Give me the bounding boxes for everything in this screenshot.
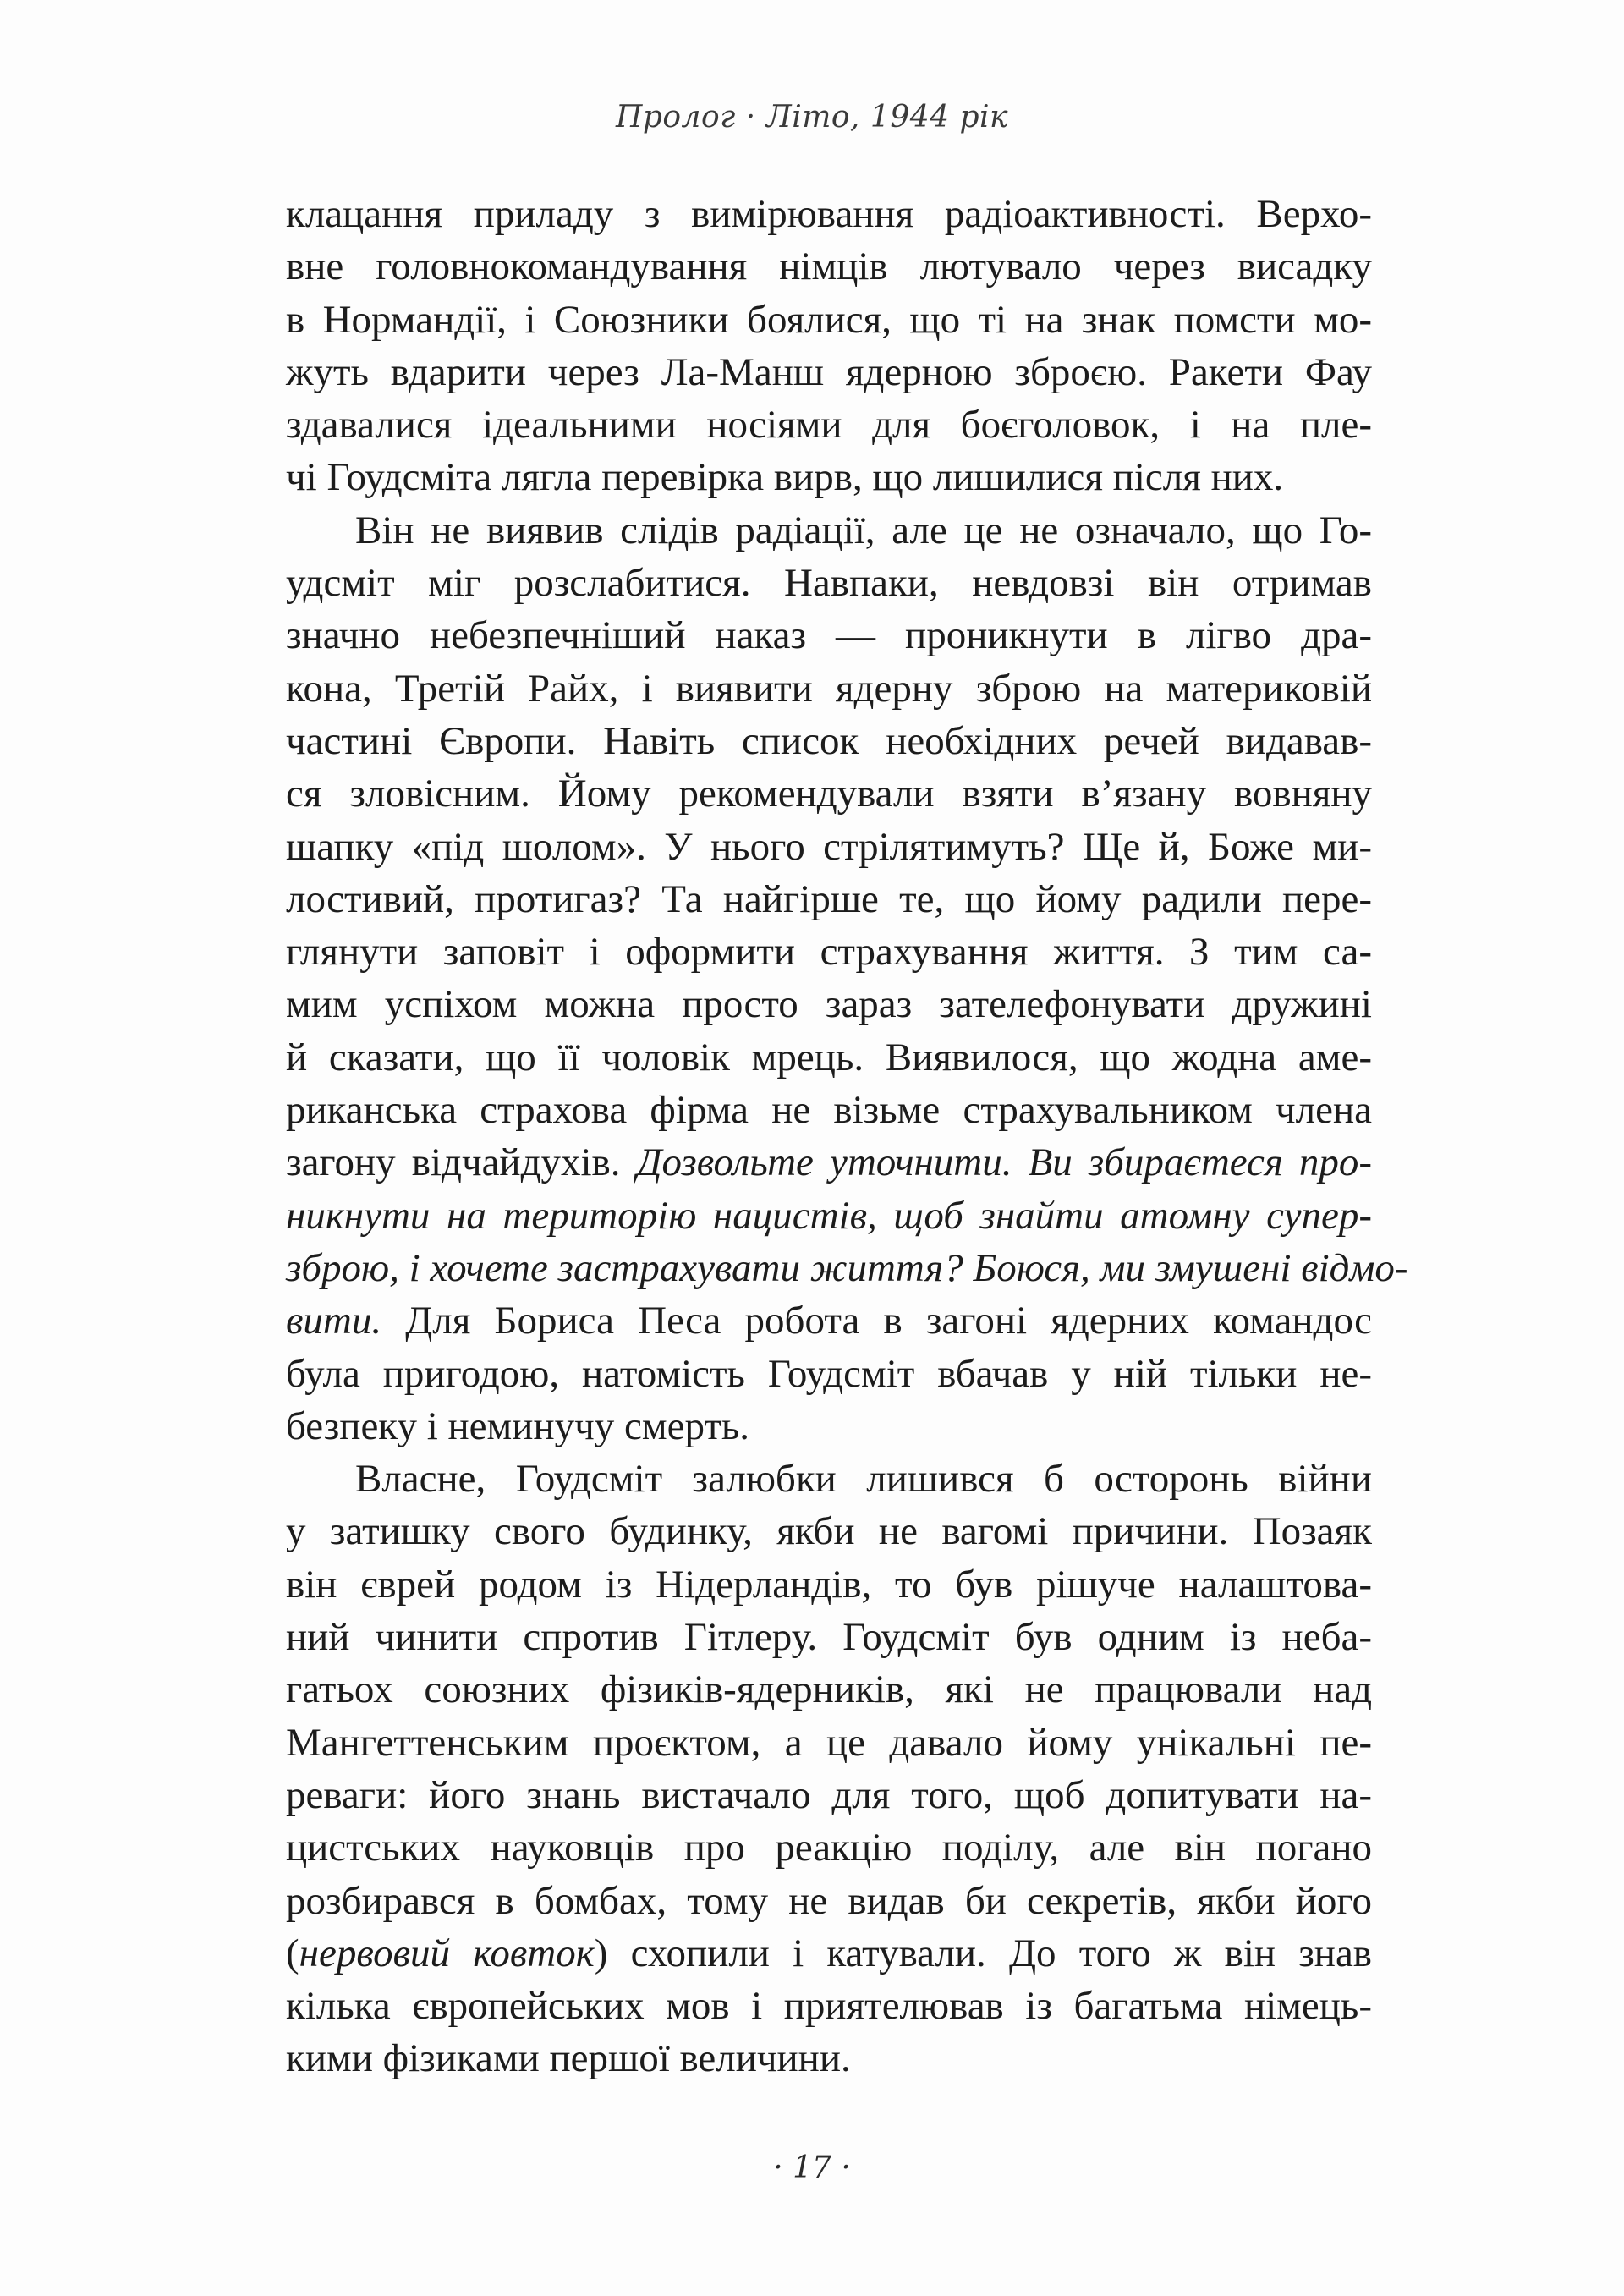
running-head: Пролог · Літо, 1944 рік [615,100,1009,135]
text-line [286,451,1372,503]
text-line [286,1769,1372,1821]
text-run: кими фізиками першої величини. [286,2036,851,2081]
paragraph [286,504,1408,1453]
text-line [286,240,1372,293]
text-line [286,821,1372,873]
text-run: кілька європейських мов і приятелював із багатьма німець- [286,1984,1372,2029]
text-run: здавалися ідеальними носіями для боєголовок, і на пле- [286,403,1372,448]
text-line [286,188,1372,240]
italic-text: никнути на територію нацистів, щоб знайти атомну супер- [286,1193,1372,1238]
text-line [286,1821,1372,1874]
text-line [286,609,1372,662]
text-line [286,978,1372,1030]
text-run: Він не виявив слідів радіації, але це не означало, що Го- [355,508,1372,552]
text-run: в Нормандії, і Союзники боялися, що ті на знак помсти мо- [286,297,1372,342]
text-line [286,1611,1372,1663]
text-run: жуть вдарити через Ла-Манш ядерною зброєю. Ракети Фау [286,349,1372,394]
text-run: Власне, Гоудсміт залюбки лишився б осторонь війни [355,1457,1372,1502]
text-line [286,346,1372,398]
text-line [286,1294,1372,1347]
text-run: загону відчайдухів. [286,1140,637,1185]
italic-text: Дозвольте уточнити. Ви збираєтеся про- [636,1140,1372,1185]
text-line [286,873,1372,926]
text-line [286,1189,1372,1242]
text-run: шапку «під шолом». У нього стрілятимуть? Ще й, Боже ми- [286,824,1372,869]
text-run: реваги: його знань вистачало для того, щоб допитувати на- [286,1772,1372,1817]
text-run: ний чинити спротив Гітлеру. Гоудсміт був одним із неба- [286,1615,1372,1660]
page-number: · 17 · [773,2150,851,2185]
text-run: розбирався в бомбах, тому не видав би секретів, якби його [286,1878,1372,1923]
text-run: ся зловісним. Йому рекомендували взяти в’язану вовняну [286,772,1372,816]
text-line [286,2032,1372,2085]
text-line [286,715,1372,767]
text-line [286,1453,1372,1505]
italic-text: нервовий ковток [299,1931,595,1975]
text-run: вне головнокомандування німців лютувало через висадку [286,244,1372,289]
text-line [286,1242,1408,1294]
text-line [286,1031,1372,1084]
text-line [286,1400,1372,1453]
text-line [286,294,1372,346]
text-run: він єврей родом із Нідерландів, то був рішуче налаштова- [286,1562,1372,1607]
text-run: чі Гоудсміта лягла перевірка вирв, що лишилися після них. [286,455,1284,500]
italic-text: вити. [286,1299,382,1343]
text-line [286,767,1372,820]
text-line [286,662,1372,715]
text-line [286,1558,1372,1611]
italic-text: зброю, і хочете застрахувати життя? Боюся, ми змушені відмо- [286,1245,1408,1290]
text-run: глянути заповіт і оформити страхування життя. З тим са- [286,930,1372,975]
text-run: у затишку свого будинку, якби не вагомі причини. Позаяк [286,1509,1372,1554]
body-text [286,188,1408,2085]
text-line [286,1348,1372,1400]
text-line [286,1084,1372,1136]
text-line [286,504,1372,557]
text-run: безпеку і неминучу смерть. [286,1403,750,1448]
text-run: була пригодою, натомість Гоудсміт вбачав у ній тільки не- [286,1351,1372,1396]
text-run: цистських науковців про реакцію поділу, але він погано [286,1826,1372,1870]
text-run: клацання приладу з вимірювання радіоактивності. Верхо- [286,192,1372,236]
text-run: Мангеттенським проєктом, а це давало йому унікальні пе- [286,1720,1372,1765]
text-run: й сказати, що її чоловік мрець. Виявилося, що жодна аме- [286,1035,1372,1079]
paragraph [286,188,1372,504]
text-line [286,926,1372,978]
text-run: ( [286,1931,299,1975]
text-run: гатьох союзних фізиків-ядерників, які не працювали над [286,1667,1372,1712]
text-line [286,1717,1372,1769]
text-run: частині Європи. Навіть список необхідних речей видавав- [286,718,1372,763]
text-line [286,1980,1372,2032]
text-line [286,1136,1372,1189]
text-run: удсміт міг розслабитися. Навпаки, невдовзі він отримав [286,561,1372,606]
text-line [286,557,1372,609]
text-line [286,1505,1372,1557]
text-line [286,1927,1372,1980]
text-run: риканська страхова фірма не візьме страхувальником члена [286,1088,1372,1133]
text-run: кона, Третій Райх, і виявити ядерну зброю на материковій [286,666,1372,711]
text-line [286,1875,1372,1927]
text-run: Для Бориса Песа робота в загоні ядерних командос [381,1299,1372,1343]
text-line [286,1663,1372,1716]
paragraph [286,1453,1372,2085]
text-line [286,398,1372,451]
text-run: ) схопили і катували. До того ж він знав [594,1931,1373,1975]
text-run: значно небезпечніший наказ — проникнути в лігво дра- [286,613,1372,658]
text-run: мим успіхом можна просто зараз зателефонувати дружині [286,982,1372,1027]
text-run: лостивий, протигаз? Та найгірше те, що йому радили пере- [286,876,1372,921]
